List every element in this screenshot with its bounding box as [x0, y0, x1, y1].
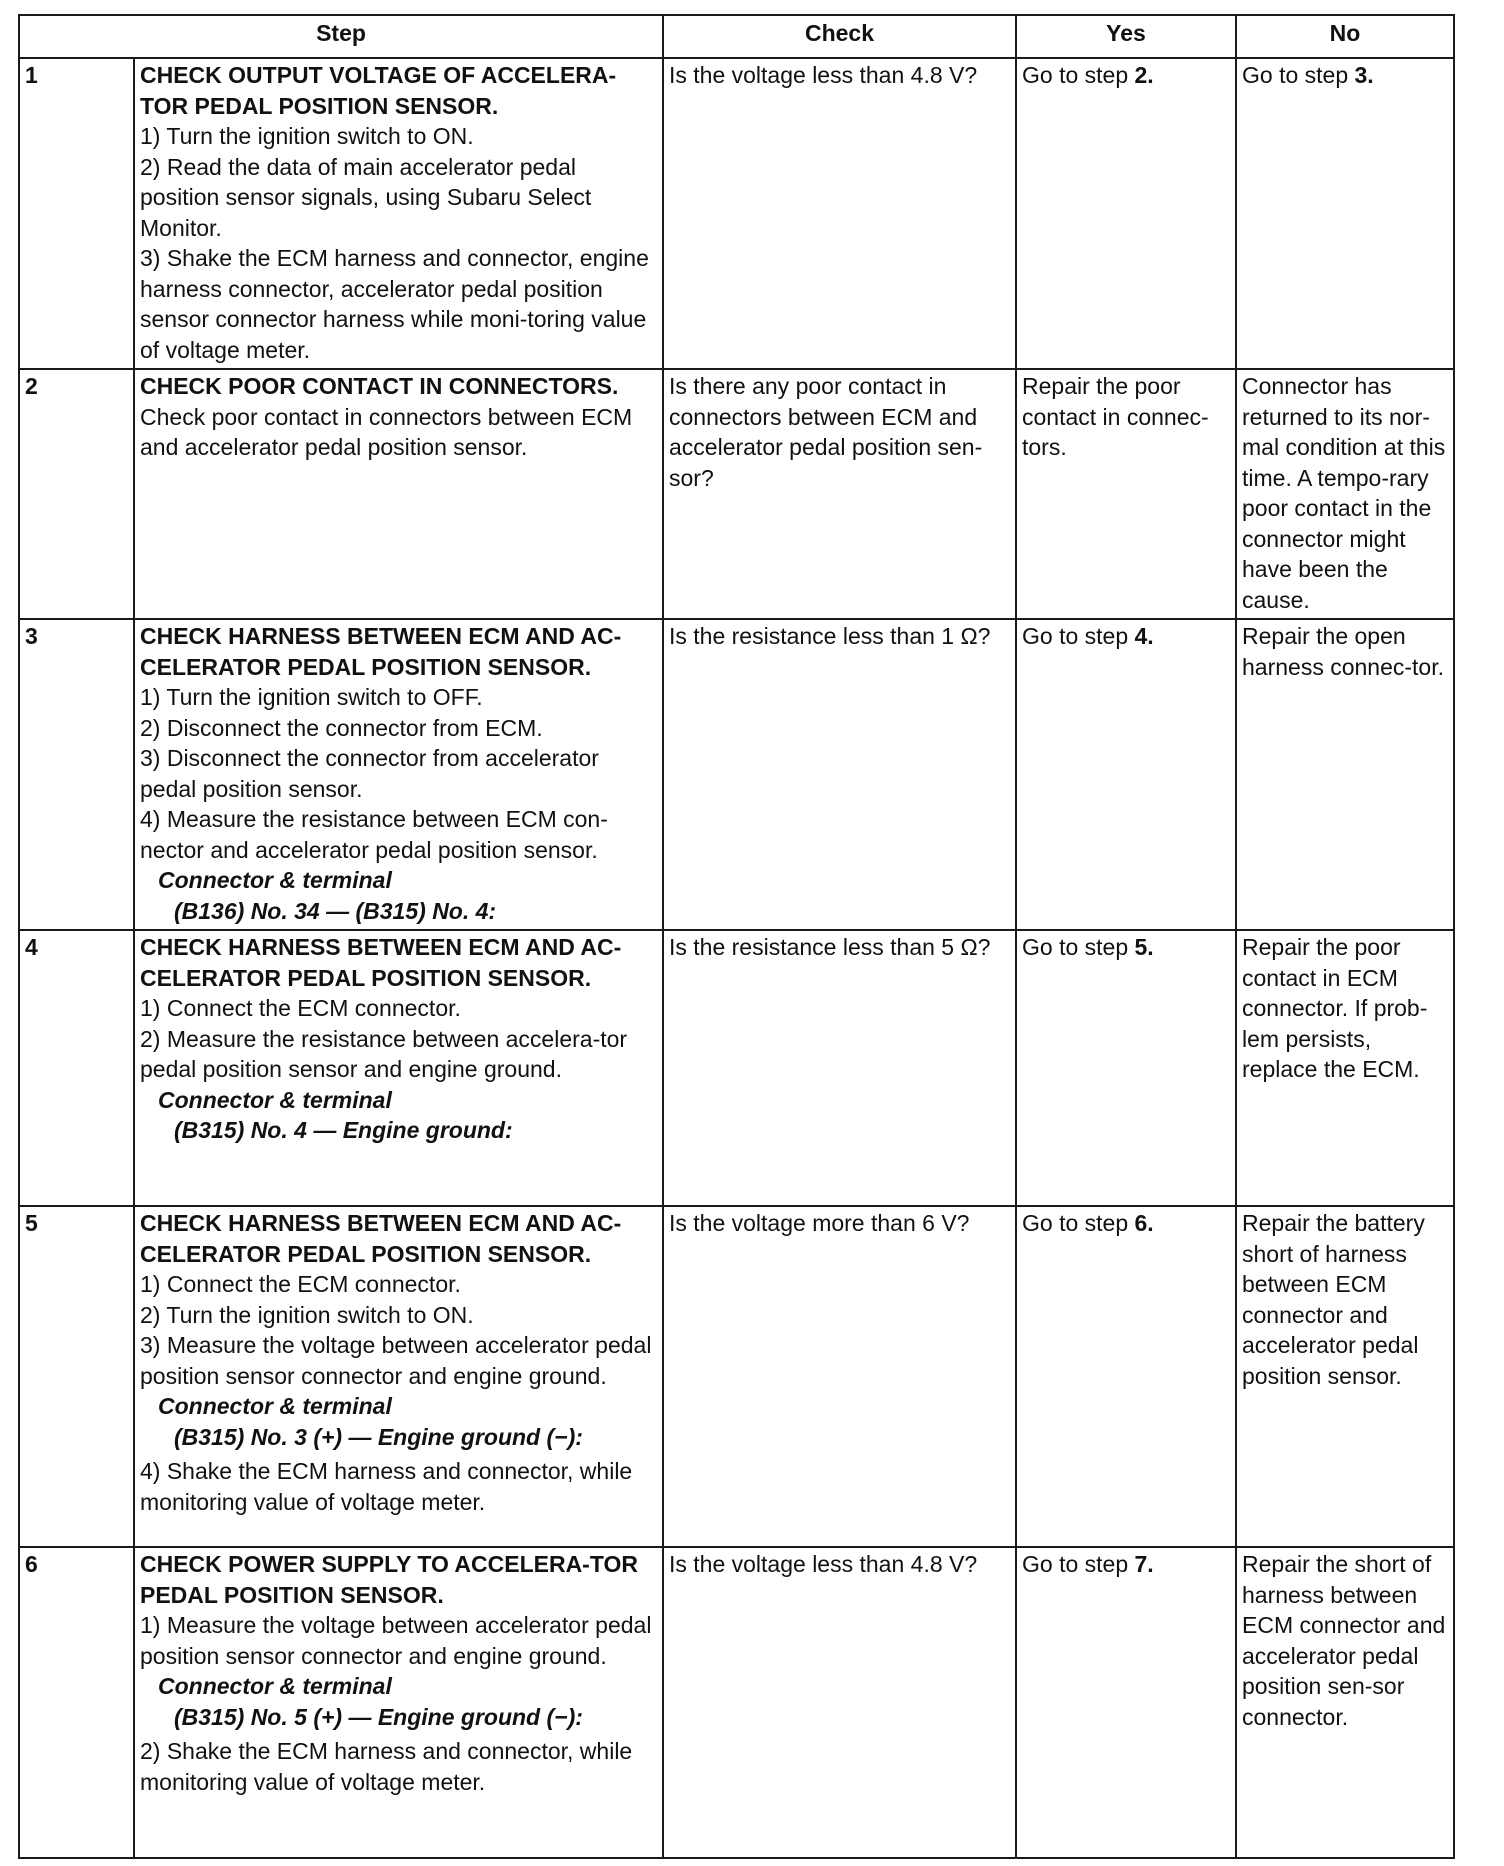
step-title: CHECK POOR CONTACT IN CONNECTORS. — [140, 373, 619, 399]
step-number: 5 — [19, 1206, 134, 1547]
table-row — [19, 619, 1454, 930]
substep: 3) Measure the voltage between accelerator pedal position sensor connector and engine ground. — [140, 1332, 652, 1389]
no-action — [1236, 1206, 1454, 1547]
table-header-row — [19, 15, 1454, 58]
connector-label: Connector & terminal — [158, 1086, 392, 1113]
table-row — [19, 1206, 1454, 1547]
no-action — [1236, 1547, 1454, 1858]
step-description — [134, 1547, 663, 1858]
no-text: Repair the battery short of harness between ECM connector and accelerator pedal position sensor. — [1242, 1210, 1425, 1389]
header-check: Check — [663, 15, 1016, 58]
substep: 1) Measure the voltage between accelerator pedal position sensor connector and engine ground. — [140, 1612, 652, 1669]
header-yes: Yes — [1016, 15, 1236, 58]
no-step-ref: 3. — [1354, 62, 1374, 88]
yes-text: Go to step — [1022, 1551, 1135, 1577]
step-number: 1 — [19, 58, 134, 369]
substep: 2) Shake the ECM harness and connector, while monitoring value of voltage meter. — [140, 1738, 633, 1795]
yes-action — [1016, 619, 1236, 930]
step-description — [134, 58, 663, 369]
substep: 3) Shake the ECM harness and connector, engine harness connector, accelerator pedal position sensor connector harness while moni-toring value of voltage meter. — [140, 245, 649, 363]
connector-label: Connector & terminal — [158, 1393, 392, 1419]
step-description — [134, 619, 663, 930]
yes-step-ref: 7. — [1134, 1551, 1154, 1577]
no-action — [1236, 369, 1454, 619]
yes-action — [1016, 58, 1236, 369]
table-row — [19, 1547, 1454, 1858]
connector-label: Connector & terminal — [158, 867, 392, 893]
yes-text: Repair the poor contact in connec-tors. — [1022, 373, 1209, 460]
diagnostic-procedure-table — [18, 14, 1455, 1859]
yes-step-ref: 2. — [1134, 62, 1154, 88]
step-number: 6 — [19, 1547, 134, 1858]
step-description — [134, 930, 663, 1206]
substep: 1) Turn the ignition switch to OFF. — [140, 684, 483, 710]
connector-terminal: (B315) No. 5 (+) — Engine ground (−): — [174, 1703, 583, 1730]
no-text: Repair the short of harness between ECM connector and accelerator pedal position sen-sor connector. — [1242, 1551, 1446, 1730]
check-question: Is the voltage more than 6 V? — [663, 1206, 1016, 1547]
table-row — [19, 930, 1454, 1206]
substep: 2) Turn the ignition switch to ON. — [140, 1301, 474, 1328]
step-description — [134, 1206, 663, 1547]
substep: 1) Connect the ECM connector. — [140, 995, 461, 1021]
header-step: Step — [19, 15, 663, 58]
no-action — [1236, 619, 1454, 930]
check-question: Is the resistance less than 5 Ω? — [663, 930, 1016, 1206]
step-title: CHECK HARNESS BETWEEN ECM AND AC-CELERATOR PEDAL POSITION SENSOR. — [140, 934, 622, 991]
substep: 2) Disconnect the connector from ECM. — [140, 714, 543, 741]
yes-text: Go to step — [1022, 623, 1135, 649]
yes-action — [1016, 1206, 1236, 1547]
header-no: No — [1236, 15, 1454, 58]
step-number: 3 — [19, 619, 134, 930]
yes-step-ref: 4. — [1134, 623, 1154, 649]
yes-step-ref: 6. — [1134, 1210, 1154, 1236]
check-question: Is the voltage less than 4.8 V? — [663, 58, 1016, 369]
table-row — [19, 369, 1454, 619]
step-number: 2 — [19, 369, 134, 619]
yes-action — [1016, 1547, 1236, 1858]
step-number: 4 — [19, 930, 134, 1206]
substep: 2) Read the data of main accelerator pedal position sensor signals, using Subaru Select Monitor. — [140, 153, 592, 241]
no-action — [1236, 58, 1454, 369]
check-question: Is there any poor contact in connectors between ECM and accelerator pedal position sen-sor? — [663, 369, 1016, 619]
step-title: CHECK HARNESS BETWEEN ECM AND AC-CELERATOR PEDAL POSITION SENSOR. — [140, 1210, 622, 1267]
no-text: Repair the open harness connec-tor. — [1242, 623, 1445, 680]
substep: 2) Measure the resistance between accelera-tor pedal position sensor and engine ground. — [140, 1025, 628, 1082]
check-question: Is the voltage less than 4.8 V? — [663, 1547, 1016, 1858]
step-description — [134, 369, 663, 619]
substep: 1) Connect the ECM connector. — [140, 1271, 461, 1297]
connector-terminal: (B136) No. 34 — (B315) No. 4: — [174, 897, 497, 924]
substep: 4) Shake the ECM harness and connector, while monitoring value of voltage meter. — [140, 1458, 633, 1515]
yes-text: Go to step — [1022, 1210, 1135, 1236]
table-row — [19, 58, 1454, 369]
step-title: CHECK POWER SUPPLY TO ACCELERA-TOR PEDAL POSITION SENSOR. — [140, 1551, 638, 1608]
substep: 3) Disconnect the connector from accelerator pedal position sensor. — [140, 745, 599, 802]
step-title: CHECK HARNESS BETWEEN ECM AND AC-CELERATOR PEDAL POSITION SENSOR. — [140, 623, 622, 680]
check-question: Is the resistance less than 1 Ω? — [663, 619, 1016, 930]
connector-label: Connector & terminal — [158, 1673, 392, 1699]
yes-text: Go to step — [1022, 62, 1135, 88]
no-action — [1236, 930, 1454, 1206]
substep: 4) Measure the resistance between ECM con-nector and accelerator pedal position sensor. — [140, 806, 608, 863]
no-text: Connector has returned to its nor-mal condition at this time. A tempo-rary poor contact in the connector might have been the cause. — [1242, 373, 1446, 613]
connector-terminal: (B315) No. 3 (+) — Engine ground (−): — [174, 1423, 583, 1450]
yes-text: Go to step — [1022, 934, 1135, 960]
yes-step-ref: 5. — [1134, 934, 1154, 960]
no-text: Go to step — [1242, 62, 1355, 88]
substep: Check poor contact in connectors between ECM and accelerator pedal position sensor. — [140, 403, 633, 460]
no-text: Repair the poor contact in ECM connector. If prob-lem persists, replace the ECM. — [1242, 934, 1428, 1082]
yes-action — [1016, 369, 1236, 619]
step-title: CHECK OUTPUT VOLTAGE OF ACCELERA-TOR PEDAL POSITION SENSOR. — [140, 62, 617, 119]
substep: 1) Turn the ignition switch to ON. — [140, 123, 474, 149]
yes-action — [1016, 930, 1236, 1206]
connector-terminal: (B315) No. 4 — Engine ground: — [174, 1117, 513, 1143]
